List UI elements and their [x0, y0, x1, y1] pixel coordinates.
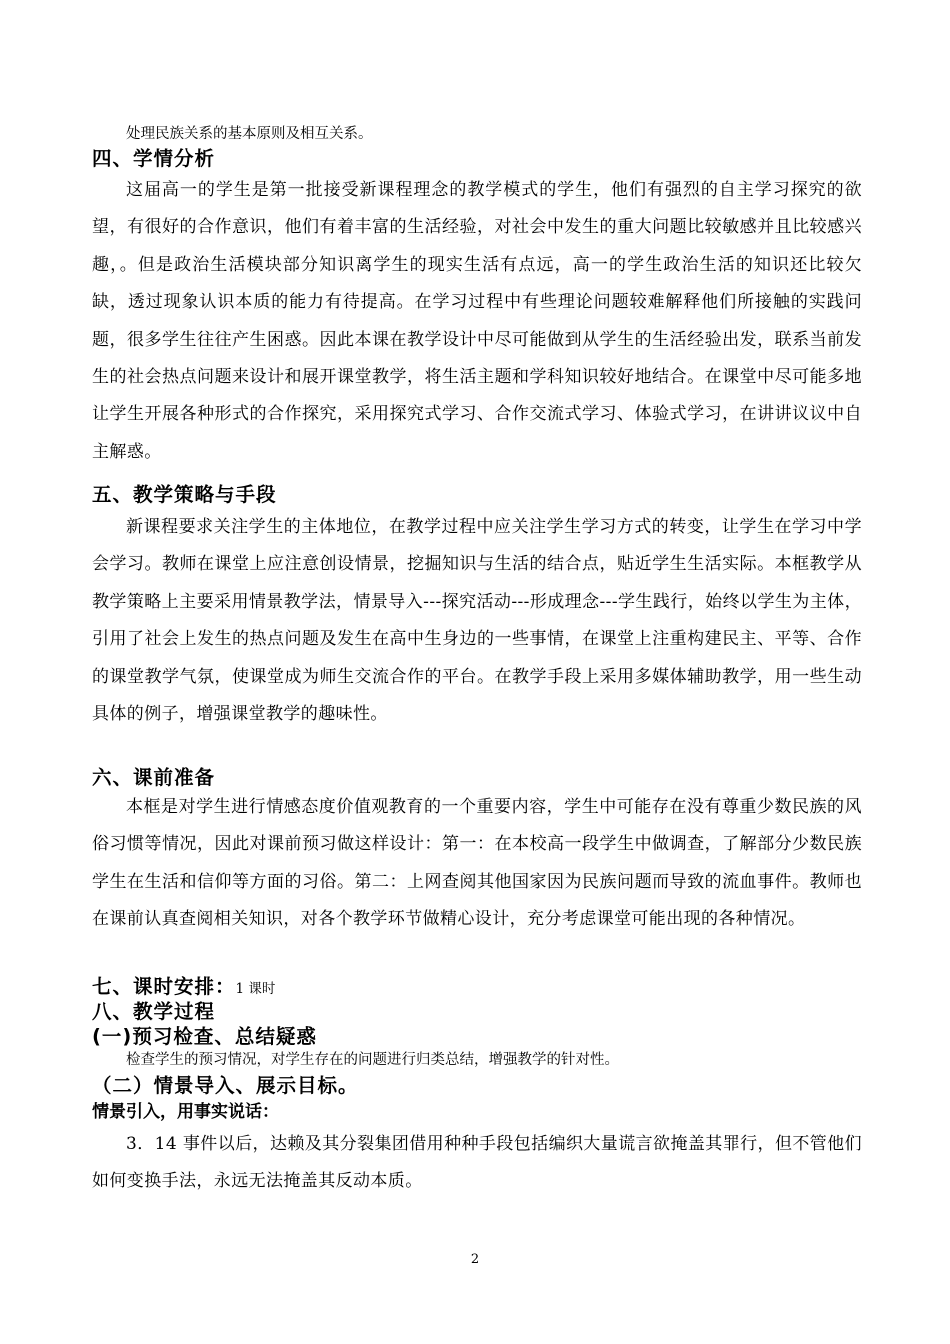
page-number: 2 [470, 1252, 480, 1267]
subsection-2-lead: 情景引入，用事实说话： [92, 1102, 279, 1122]
section-6-heading: 六、课前准备 [92, 766, 216, 789]
subsection-1-body: 检查学生的预习情况，对学生存在的问题进行归类总结，增强教学的针对性。 [126, 1052, 619, 1068]
section-5-heading: 五、教学策略与手段 [92, 483, 277, 506]
section-7-title: 七、课时安排： [92, 975, 236, 998]
section-7-heading [92, 974, 275, 1002]
section-6-body: 本框是对学生进行情感态度价值观教育的一个重要内容，学生中可能存在没有尊重少数民族的风俗习惯等情况，因此对课前预习做这样设计：第一：在本校高一段学生中做调查，了解部分少数民族学生在生活和信仰等方面的习俗。第二：上网查阅其他国家因为民族问题而导致的流血事件。教师也在课前认真查阅相关知识，对各个教学环节做精心设计，充分考虑课堂可能出现的各种情况。 [92, 797, 862, 930]
intro-line: 处理民族关系的基本原则及相互关系。 [126, 126, 373, 142]
section-5-body: 新课程要求关注学生的主体地位，在教学过程中应关注学生学习方式的转变，让学生在学习中学会学习。教师在课堂上应注意创设情景，挖掘知识与生活的结合点，贴近学生生活实际。本框教学从教学策略上主要采用情景教学法，情景导入---探究活动---形成理念---学生践行，始终以学生为主体，引用了社会上发生的热点问题及发生在高中生身边的一些事情，在课堂上注重构建民主、平等、合作的课堂教学气氛，使课堂成为师生交流合作的平台。在教学手段上采用多媒体辅助教学，用一些生动具体的例子，增强课堂教学的趣味性。 [92, 517, 862, 725]
section-4-heading: 四、学情分析 [92, 147, 216, 170]
section-4-body: 这届高一的学生是第一批接受新课程理念的教学模式的学生，他们有强烈的自主学习探究的欲望，有很好的合作意识，他们有着丰富的生活经验，对社会中发生的重大问题比较敏感并且比较感兴趣，。但是政治生活模块部分知识离学生的现实生活有点远，高一的学生政治生活的知识还比较欠缺，透过现象认识本质的能力有待提高。在学习过程中有些理论问题较难解释他们所接触的实践问题，很多学生往往产生困惑。因此本课在教学设计中尽可能做到从学生的生活经验出发，联系当前发生的社会热点问题来设计和展开课堂教学，将生活主题和学科知识较好地结合。在课堂中尽可能多地让学生开展各种形式的合作探究，采用探究式学习、合作交流式学习、体验式学习，在讲讲议议中自主解惑。 [92, 180, 862, 462]
section-7-note: 1 课时 [235, 981, 276, 997]
section-8-heading: 八、教学过程 [92, 1000, 216, 1023]
subsection-1-heading: (一)预习检查、总结疑惑 [92, 1025, 317, 1048]
subsection-2-body: 3．14 事件以后，达赖及其分裂集团借用种种手段包括编织大量谎言欲掩盖其罪行，但不管他们如何变换手法，永远无法掩盖其反动本质。 [92, 1134, 862, 1192]
subsection-2-heading: （二）情景导入、展示目标。 [92, 1074, 359, 1097]
